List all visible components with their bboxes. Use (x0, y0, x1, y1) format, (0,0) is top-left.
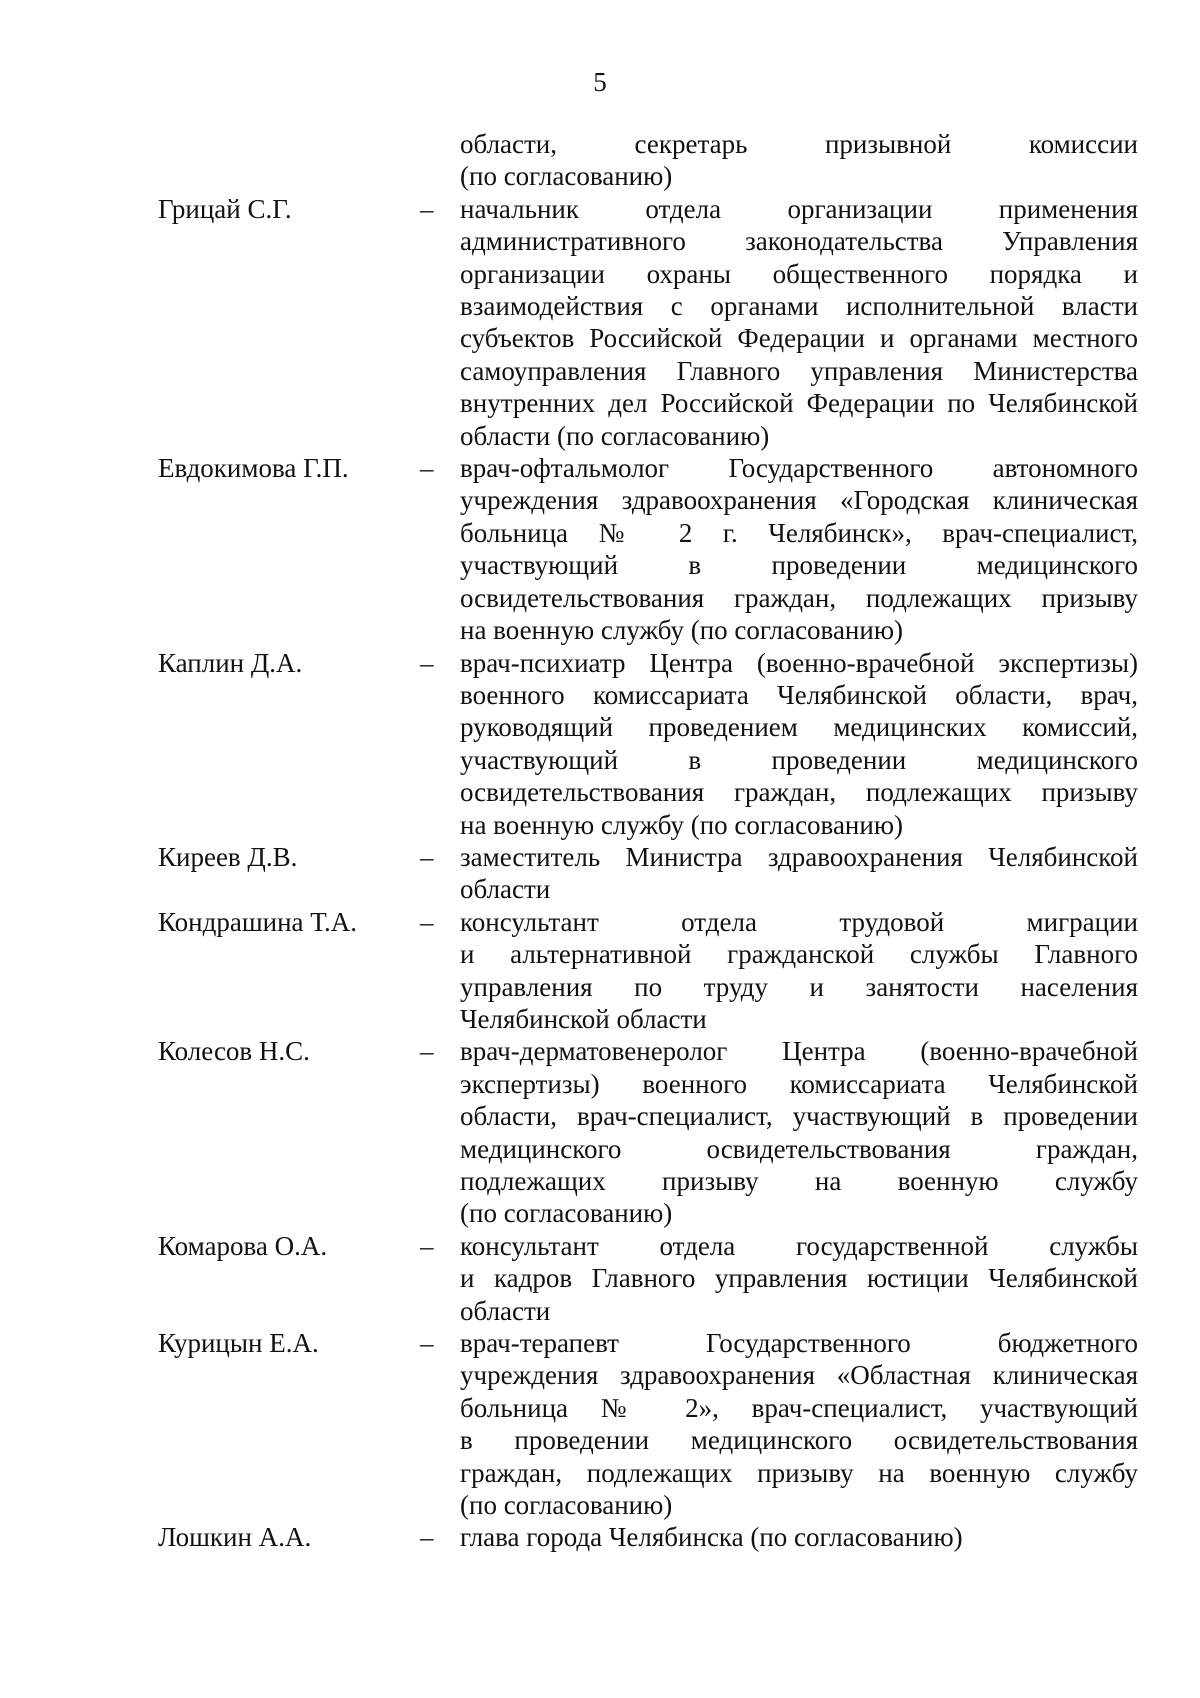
description-line: субъектов Российской Федерации и органами местного (460, 323, 1138, 354)
description-line: и альтернативной гражданской службы Главного (460, 939, 1138, 970)
entry-dash: – (420, 193, 434, 224)
description-line: начальник отдела организации применения (460, 193, 1138, 224)
entry-dash: – (420, 1328, 434, 1359)
description-line: области, секретарь призывной комиссии (460, 129, 1138, 159)
entry-dash: – (420, 647, 434, 678)
description-line: управления по труду и занятости населения (460, 971, 1138, 1002)
continuation-entry (158, 128, 1138, 193)
description-line: консультант отдела государственной службы (460, 1230, 1138, 1261)
member-position (460, 193, 1138, 452)
member-position (460, 1230, 1138, 1327)
description-line: и кадров Главного управления юстиции Челябинской (460, 1263, 1138, 1294)
member-entry (158, 1521, 1138, 1553)
description-line: больница № 2 г. Челябинск», врач-специалист, (460, 517, 1138, 548)
description-line: на военную службу (по согласованию) (460, 615, 903, 646)
entry-description (460, 128, 1138, 193)
member-name: Грицай С.Г. (158, 193, 292, 224)
description-line: врач-дерматовенеролог Центра (военно-врачебной (460, 1036, 1138, 1067)
member-position (460, 1035, 1138, 1229)
member-entry (158, 1035, 1138, 1229)
description-line: (по согласованию) (460, 1198, 673, 1229)
description-line: врач-офтальмолог Государственного автономного (460, 453, 1138, 484)
description-line: участвующий в проведении медицинского (460, 550, 1138, 581)
description-line: внутренних дел Российской Федерации по Челябинской (460, 388, 1138, 419)
description-line: медицинского освидетельствования граждан, (460, 1133, 1138, 1164)
description-line: (по согласованию) (460, 1490, 673, 1521)
description-line: в проведении медицинского освидетельствования (460, 1425, 1138, 1456)
description-line: врач-терапевт Государственного бюджетного (460, 1328, 1138, 1359)
member-entry (158, 906, 1138, 1036)
member-position (460, 841, 1138, 906)
description-line: Челябинской области (460, 1003, 707, 1034)
description-line: учреждения здравоохранения «Областная клиническая (460, 1360, 1138, 1391)
description-line: экспертизы) военного комиссариата Челябинской (460, 1068, 1138, 1099)
description-line: области (по согласованию) (460, 420, 770, 451)
member-name: Колесов Н.С. (158, 1036, 310, 1067)
description-line: освидетельствования граждан, подлежащих призыву (460, 777, 1138, 808)
description-line: взаимодействия с органами исполнительной власти (460, 291, 1138, 322)
description-line: подлежащих призыву на военную службу (460, 1166, 1138, 1196)
member-position (460, 1327, 1138, 1521)
member-name: Киреев Д.В. (158, 841, 298, 872)
description-line: учреждения здравоохранения «Городская клиническая (460, 485, 1138, 516)
description-line: руководящий проведением медицинских комиссий, (460, 712, 1138, 743)
description-line: глава города Челябинска (по согласованию) (460, 1522, 963, 1553)
member-entry (158, 452, 1138, 646)
description-line: военного комиссариата Челябинской области, врач, (460, 679, 1138, 710)
member-position (460, 452, 1138, 646)
member-name: Курицын Е.А. (158, 1328, 319, 1359)
entry-dash: – (420, 841, 434, 872)
description-line: освидетельствования граждан, подлежащих призыву (460, 582, 1138, 613)
member-entry (158, 647, 1138, 841)
member-entry (158, 193, 1138, 452)
member-entry (158, 1327, 1138, 1521)
description-line: административного законодательства Управления (460, 226, 1138, 257)
description-line: граждан, подлежащих призыву на военную службу (460, 1457, 1138, 1488)
member-name: Евдокимова Г.П. (158, 453, 349, 484)
description-line: области (460, 1295, 551, 1326)
member-name: Каплин Д.А. (158, 647, 303, 678)
page-number: 5 (593, 67, 607, 97)
member-position (460, 647, 1138, 841)
description-line: области, врач-специалист, участвующий в проведении (460, 1101, 1138, 1132)
description-line: больница № 2», врач-специалист, участвующий (460, 1392, 1138, 1423)
entry-dash: – (420, 1036, 434, 1067)
member-name: Комарова О.А. (158, 1230, 328, 1261)
entry-dash: – (420, 1522, 434, 1553)
member-name: Лошкин А.А. (158, 1522, 312, 1553)
description-line: заместитель Министра здравоохранения Челябинской (460, 841, 1138, 872)
member-position (460, 906, 1138, 1036)
description-line: участвующий в проведении медицинского (460, 744, 1138, 775)
member-entry (158, 841, 1138, 906)
entry-dash: – (420, 453, 434, 484)
description-line: области (460, 874, 551, 905)
description-line: врач-психиатр Центра (военно-врачебной экспертизы) (460, 647, 1138, 678)
description-line: организации охраны общественного порядка и (460, 258, 1138, 289)
member-name: Кондрашина Т.А. (158, 906, 358, 937)
description-line: самоуправления Главного управления Министерства (460, 355, 1138, 386)
description-line: на военную службу (по согласованию) (460, 809, 903, 840)
entry-dash: – (420, 1230, 434, 1261)
member-entry (158, 1230, 1138, 1327)
entry-dash: – (420, 906, 434, 937)
description-line: консультант отдела трудовой миграции (460, 906, 1138, 937)
commission-member-list (158, 128, 1138, 1554)
member-position (460, 1521, 1138, 1553)
description-line: (по согласованию) (460, 161, 673, 192)
